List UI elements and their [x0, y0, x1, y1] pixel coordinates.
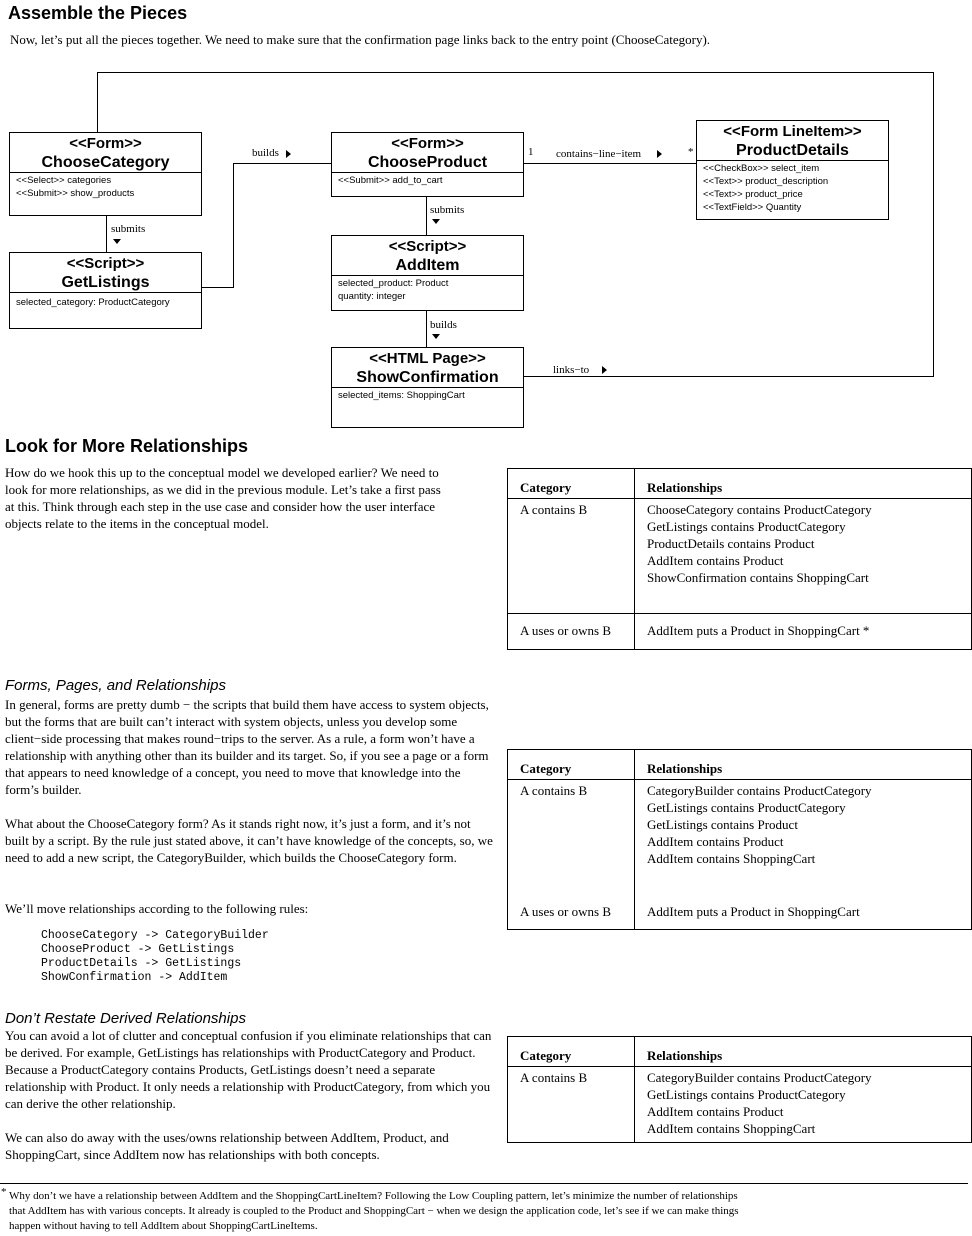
- derived-para-1: You can avoid a lot of clutter and conceptual confusion if you eliminate relationships that can be derived. For example, GetListings has relationships with ProductCategory and Product. Because a ProductCategory contains Products, GetListings doesn’t need a separate relationship with Product. It only needs a relationship with ProductCategory, from which you can derive the other relationship.: [5, 1028, 492, 1111]
- relationship-item: AddItem contains Product: [647, 834, 784, 849]
- relationship-item: AddItem contains ShoppingCart: [647, 1121, 816, 1136]
- stereotype-label: <<Form>>: [391, 135, 464, 152]
- relationship-item: GetListings contains Product: [647, 817, 798, 832]
- uml-box-get-listings: [9, 252, 202, 329]
- arrow-right-icon: [657, 150, 662, 158]
- contains-line-item-line: [522, 163, 697, 164]
- uml-diagram: [0, 60, 972, 435]
- attribute: selected_product: Product: [338, 278, 449, 289]
- class-name: GetListings: [61, 274, 150, 291]
- arrow-right-icon: [286, 150, 291, 158]
- builds-line-2: [426, 311, 427, 348]
- category-cell: A contains B: [508, 780, 635, 895]
- category-cell: A contains B: [508, 499, 635, 614]
- column-header: Category: [508, 469, 635, 499]
- submits-line-1: [106, 216, 107, 252]
- footnote-line: happen without having to tell AddItem about ShoppingCartLineItems.: [9, 1220, 318, 1232]
- attribute: <<Select>> categories: [16, 175, 112, 186]
- loop-right-line: [933, 72, 934, 377]
- label-submits-2: submits: [430, 204, 465, 216]
- submits-line-2: [426, 197, 427, 235]
- derived-para-2: We can also do away with the uses/owns relationship between AddItem, Product, and ShoppingCart, since AddItem now has relationships with both concepts.: [5, 1130, 449, 1162]
- arrow-down-icon: [113, 239, 121, 244]
- relationship-item: ChooseCategory contains ProductCategory: [647, 502, 872, 517]
- class-name: ShowConfirmation: [356, 369, 499, 386]
- footnote-text: [9, 1189, 739, 1234]
- stereotype-label: <<Form LineItem>>: [723, 123, 862, 140]
- builds-line-1c: [233, 163, 331, 164]
- builds-line-1b: [233, 163, 234, 288]
- table-row: [508, 780, 972, 895]
- arrow-down-icon: [432, 334, 440, 339]
- class-name: ProductDetails: [736, 142, 849, 159]
- column-header: Category: [508, 750, 635, 780]
- stereotype-label: <<Script>>: [388, 238, 467, 255]
- relationships-cell: AddItem puts a Product in ShoppingCart: [647, 903, 860, 919]
- relationship-item: GetListings contains ProductCategory: [647, 519, 846, 534]
- relationships-table-3: [507, 1036, 972, 1143]
- stereotype-label: <<HTML Page>>: [369, 350, 486, 367]
- table-row: [508, 895, 972, 930]
- table-row: [508, 499, 972, 614]
- column-header: Relationships: [635, 1037, 972, 1067]
- footnote-divider: [0, 1183, 968, 1184]
- relationships-cell: [635, 499, 972, 614]
- attribute: <<Submit>> add_to_cart: [338, 175, 443, 186]
- section-heading-forms: Forms, Pages, and Relationships: [5, 677, 226, 694]
- attribute: <<TextField>> Quantity: [703, 202, 802, 213]
- class-name: ChooseProduct: [367, 154, 488, 171]
- attribute: quantity: integer: [338, 291, 406, 302]
- attribute: <<Submit>> show_products: [16, 188, 135, 199]
- relationships-cell: [635, 1067, 972, 1143]
- footnote-line: Why don’t we have a relationship between AddItem and the ShoppingCartLineItem? Following the Low Coupling pattern, let’s minimize the number of relationships: [9, 1190, 738, 1202]
- class-name: AddItem: [395, 257, 460, 274]
- links-to-line: [522, 376, 934, 377]
- category-cell: A contains B: [508, 1067, 635, 1143]
- rule-item: ShowConfirmation -> AddItem: [41, 971, 228, 984]
- relationship-item: ShowConfirmation contains ShoppingCart: [647, 570, 869, 585]
- stereotype-label: <<Script>>: [66, 255, 145, 272]
- relationship-item: AddItem contains Product: [647, 1104, 784, 1119]
- relationship-item: AddItem contains Product: [647, 553, 784, 568]
- label-links-to: links−to: [553, 364, 590, 376]
- multiplicity-many: *: [688, 146, 694, 158]
- stereotype-label: <<Form>>: [69, 135, 142, 152]
- table-row: [508, 1067, 972, 1143]
- column-header: Category: [508, 1037, 635, 1067]
- uml-box-add-item: [331, 235, 524, 311]
- attribute: selected_category: ProductCategory: [16, 297, 170, 308]
- rules-list: [41, 929, 269, 985]
- column-header: Relationships: [635, 469, 972, 499]
- relationship-item: CategoryBuilder contains ProductCategory: [647, 1070, 872, 1085]
- attribute: selected_items: ShoppingCart: [338, 390, 465, 401]
- section-heading-assemble: Assemble the Pieces: [8, 3, 188, 23]
- relationship-item: GetListings contains ProductCategory: [647, 800, 846, 815]
- relationships-table-2: [507, 749, 972, 930]
- relationship-item: CategoryBuilder contains ProductCategory: [647, 783, 872, 798]
- forms-para-2: What about the ChooseCategory form? As it stands right now, it’s just a form, and it’s not built by a script. By the rule just stated above, it can’t have knowledge of the concepts, so, we need to add a new script, the CategoryBuilder, which builds the ChooseCategory form.: [5, 816, 493, 865]
- arrow-down-icon: [432, 219, 440, 224]
- uml-box-choose-product: [331, 132, 524, 197]
- class-name: ChooseCategory: [41, 154, 170, 171]
- label-builds-1: builds: [252, 147, 279, 159]
- forms-para-1: In general, forms are pretty dumb − the scripts that build them have access to system objects, but the forms that are built can’t interact with system objects, unless you develop some client−side processing that makes round−trips to the server. As a rule, a form won’t have a relationship with anything other than its builder and its target. So, if you see a page or a form that appears to need knowledge of a concept, you need to move that knowledge into the form’s builder.: [5, 697, 489, 797]
- assemble-intro: Now, let’s put all the pieces together. We need to make sure that the confirmation page links back to the entry point (ChooseCategory).: [10, 32, 711, 47]
- label-builds-2: builds: [430, 319, 457, 331]
- forms-para-3: We’ll move relationships according to the following rules:: [5, 901, 309, 916]
- loop-left-line: [97, 72, 98, 132]
- loop-top-line: [97, 72, 934, 73]
- category-cell: A uses or owns B: [508, 895, 635, 930]
- rule-item: ChooseProduct -> GetListings: [41, 943, 235, 956]
- section-heading-relationships: Look for More Relationships: [5, 436, 249, 456]
- relationships-cell: AddItem puts a Product in ShoppingCart *: [635, 614, 972, 650]
- attribute: <<CheckBox>> select_item: [703, 163, 820, 174]
- footnote-mark: *: [1, 1186, 7, 1198]
- label-submits-1: submits: [111, 223, 146, 235]
- attribute: <<Text>> product_price: [703, 189, 803, 200]
- arrow-right-icon: [602, 366, 607, 374]
- category-cell: A uses or owns B: [508, 614, 635, 650]
- builds-line-1a: [201, 287, 234, 288]
- table-row: [508, 614, 972, 650]
- rule-item: ChooseCategory -> CategoryBuilder: [41, 929, 269, 942]
- relationship-item: GetListings contains ProductCategory: [647, 1087, 846, 1102]
- relationships-para: How do we hook this up to the conceptual model we developed earlier? We need to look for more relationships, as we did in the previous module. Let’s take a first pass at this. Think through each step in the use case and consider how the user interface objects relate to the items in the conceptual model.: [5, 465, 441, 531]
- attribute: <<Text>> product_description: [703, 176, 829, 187]
- relationship-item: ProductDetails contains Product: [647, 536, 815, 551]
- uml-box-product-details: [696, 120, 889, 220]
- relationship-item: AddItem contains ShoppingCart: [647, 851, 816, 866]
- relationships-table-1: [507, 468, 972, 650]
- uml-box-choose-category: [9, 132, 202, 216]
- column-header: Relationships: [635, 750, 972, 780]
- relationships-cell: [635, 780, 972, 895]
- uml-box-show-confirmation: [331, 347, 524, 428]
- multiplicity-one: 1: [528, 146, 534, 158]
- section-heading-derived: Don’t Restate Derived Relationships: [5, 1010, 246, 1027]
- footnote-line: that AddItem has with various concepts. It already is coupled to the Product and ShoppingCart − when we design the application code, let’s see if we can make things: [9, 1205, 739, 1217]
- label-contains-line-item: contains−line−item: [556, 148, 642, 160]
- rule-item: ProductDetails -> GetListings: [41, 957, 242, 970]
